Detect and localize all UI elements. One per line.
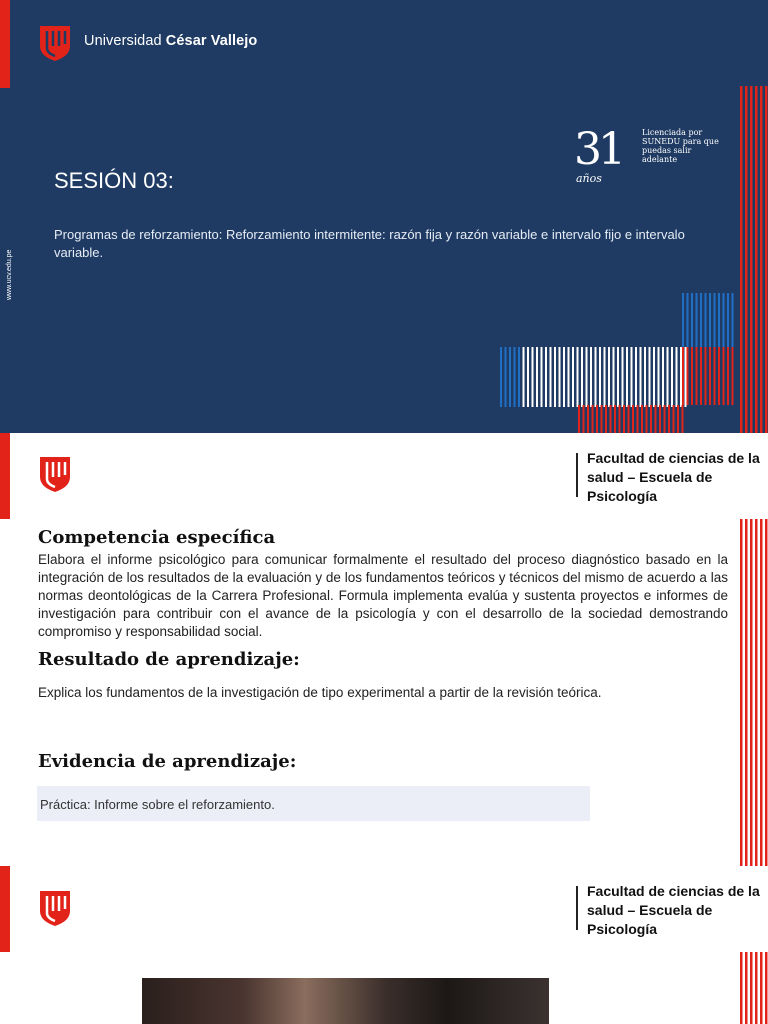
stripe — [610, 405, 612, 433]
stripe — [614, 405, 616, 433]
stripe — [550, 347, 552, 407]
stripe — [641, 405, 643, 433]
stripe — [732, 347, 734, 405]
stripe — [500, 347, 502, 407]
website-url: www.ucv.edu.pe — [6, 249, 13, 300]
stripe — [578, 405, 580, 433]
stripe — [750, 86, 753, 433]
stripe — [700, 347, 702, 405]
stripe — [572, 347, 574, 407]
stripe — [577, 347, 579, 407]
decorative-stripes — [736, 519, 768, 866]
stripe — [649, 347, 651, 407]
stripe — [671, 347, 673, 407]
stripe — [740, 519, 743, 866]
decorative-stripes — [736, 952, 768, 1024]
competencia-text: Elabora el informe psicológico para comunicar formalmente el resultado del proceso diagnóstico basado en la integración de los resultados de la evaluación y de los fundamentos teóricos y técnicos del mismo de acuerdo a las normas deontológicas de la Carrera Profesional. Formula implementa evalúa y sustenta proyectos e informes de investigación para contribuir con el avance de la psicología y con el desarrollo de la sociedad demostrando compromiso y responsabilidad social. — [38, 552, 728, 639]
stripe — [682, 405, 684, 433]
stripe — [563, 347, 565, 407]
stripe — [745, 519, 748, 866]
stripe — [604, 347, 606, 407]
stripe — [750, 952, 753, 1024]
faculty-label: Facultad de ciencias de la salud – Escuela de Psicología — [587, 883, 760, 937]
stripe — [676, 347, 678, 407]
stripe — [682, 293, 684, 347]
evidencia-text: Práctica: Informe sobre el reforzamiento. — [40, 797, 275, 812]
header-divider — [576, 886, 578, 930]
faculty-label: Facultad de ciencias de la salud – Escuela de Psicología — [587, 450, 760, 504]
stripe — [700, 293, 702, 347]
title-slide — [0, 0, 768, 433]
stripe — [653, 347, 655, 407]
stripe — [640, 347, 642, 407]
stripe — [723, 347, 725, 405]
stripe — [691, 347, 693, 405]
stripe — [705, 347, 707, 405]
stripe — [740, 86, 743, 433]
stripe — [587, 405, 589, 433]
stripe — [545, 347, 547, 407]
stripe — [732, 293, 734, 347]
stripe — [596, 405, 598, 433]
stripe — [687, 293, 689, 347]
stripe — [608, 347, 610, 407]
stripe — [765, 519, 768, 866]
stripe — [662, 347, 664, 407]
stripe — [527, 347, 529, 407]
stripe — [740, 952, 743, 1024]
stripe — [755, 86, 758, 433]
stripe — [581, 347, 583, 407]
competencia-heading: Competencia específica — [38, 527, 276, 548]
stripe — [709, 347, 711, 405]
stripe — [518, 347, 520, 407]
stripe — [626, 347, 628, 407]
stripe — [755, 952, 758, 1024]
stripe — [750, 519, 753, 866]
stripe — [760, 952, 763, 1024]
stripe — [536, 347, 538, 407]
header-divider — [576, 453, 578, 497]
resultado-text: Explica los fundamentos de la investigación de tipo experimental a partir de la revisión teórica. — [38, 685, 602, 700]
stripe — [659, 405, 661, 433]
stripe — [755, 519, 758, 866]
stripe — [622, 347, 624, 407]
decorative-stripes — [0, 0, 768, 433]
stripe — [691, 293, 693, 347]
stripe — [613, 347, 615, 407]
stripe — [760, 519, 763, 866]
stripe — [745, 86, 748, 433]
stripe — [718, 347, 720, 405]
stripe — [673, 405, 675, 433]
stripe — [668, 405, 670, 433]
stripe — [628, 405, 630, 433]
stripe — [718, 293, 720, 347]
classroom-photo — [142, 978, 549, 1024]
stripe — [696, 293, 698, 347]
stripe — [590, 347, 592, 407]
stripe — [568, 347, 570, 407]
stripe — [644, 347, 646, 407]
stripe — [509, 347, 511, 407]
stripe — [637, 405, 639, 433]
stripe — [599, 347, 601, 407]
red-accent-bar — [0, 866, 10, 952]
stripe — [523, 347, 525, 407]
stripe — [605, 405, 607, 433]
anniversary-word: años — [576, 172, 602, 185]
stripe — [714, 347, 716, 405]
stripe — [745, 952, 748, 1024]
stripe — [559, 347, 561, 407]
stripe — [677, 405, 679, 433]
anniversary-number: 31 — [574, 124, 622, 175]
stripe — [664, 405, 666, 433]
licensed-text: Licenciada por SUNEDU para que puedas salir adelante — [642, 128, 719, 164]
stripe — [619, 405, 621, 433]
stripe — [667, 347, 669, 407]
stripe — [583, 405, 585, 433]
resultado-heading: Resultado de aprendizaje: — [38, 649, 300, 670]
ucv-logo-icon — [38, 455, 72, 493]
ucv-logo-icon — [38, 889, 72, 927]
stripe — [586, 347, 588, 407]
evidencia-heading: Evidencia de aprendizaje: — [38, 751, 297, 772]
stripe — [592, 405, 594, 433]
stripe — [655, 405, 657, 433]
stripe — [727, 293, 729, 347]
stripe — [658, 347, 660, 407]
red-accent-bar — [0, 433, 10, 519]
stripe — [685, 347, 687, 407]
stripe — [727, 347, 729, 405]
stripe — [760, 86, 763, 433]
stripe — [623, 405, 625, 433]
university-name: Universidad César Vallejo — [84, 33, 258, 49]
stripe — [617, 347, 619, 407]
stripe — [514, 347, 516, 407]
stripe — [650, 405, 652, 433]
stripe — [541, 347, 543, 407]
stripe — [595, 347, 597, 407]
stripe — [505, 347, 507, 407]
stripe — [632, 405, 634, 433]
stripe — [696, 347, 698, 405]
stripe — [705, 293, 707, 347]
stripe — [635, 347, 637, 407]
stripe — [709, 293, 711, 347]
stripe — [765, 86, 768, 433]
stripe — [765, 952, 768, 1024]
stripe — [554, 347, 556, 407]
stripe — [682, 347, 684, 405]
stripe — [646, 405, 648, 433]
stripe — [631, 347, 633, 407]
stripe — [680, 347, 682, 407]
stripe — [687, 347, 689, 405]
stripe — [532, 347, 534, 407]
stripe — [601, 405, 603, 433]
session-description: Programas de reforzamiento: Reforzamiento intermitente: razón fija y razón variable e intervalo fijo e intervalo variable. — [54, 227, 685, 260]
stripe — [714, 293, 716, 347]
stripe — [723, 293, 725, 347]
session-title: SESIÓN 03: — [54, 168, 174, 193]
